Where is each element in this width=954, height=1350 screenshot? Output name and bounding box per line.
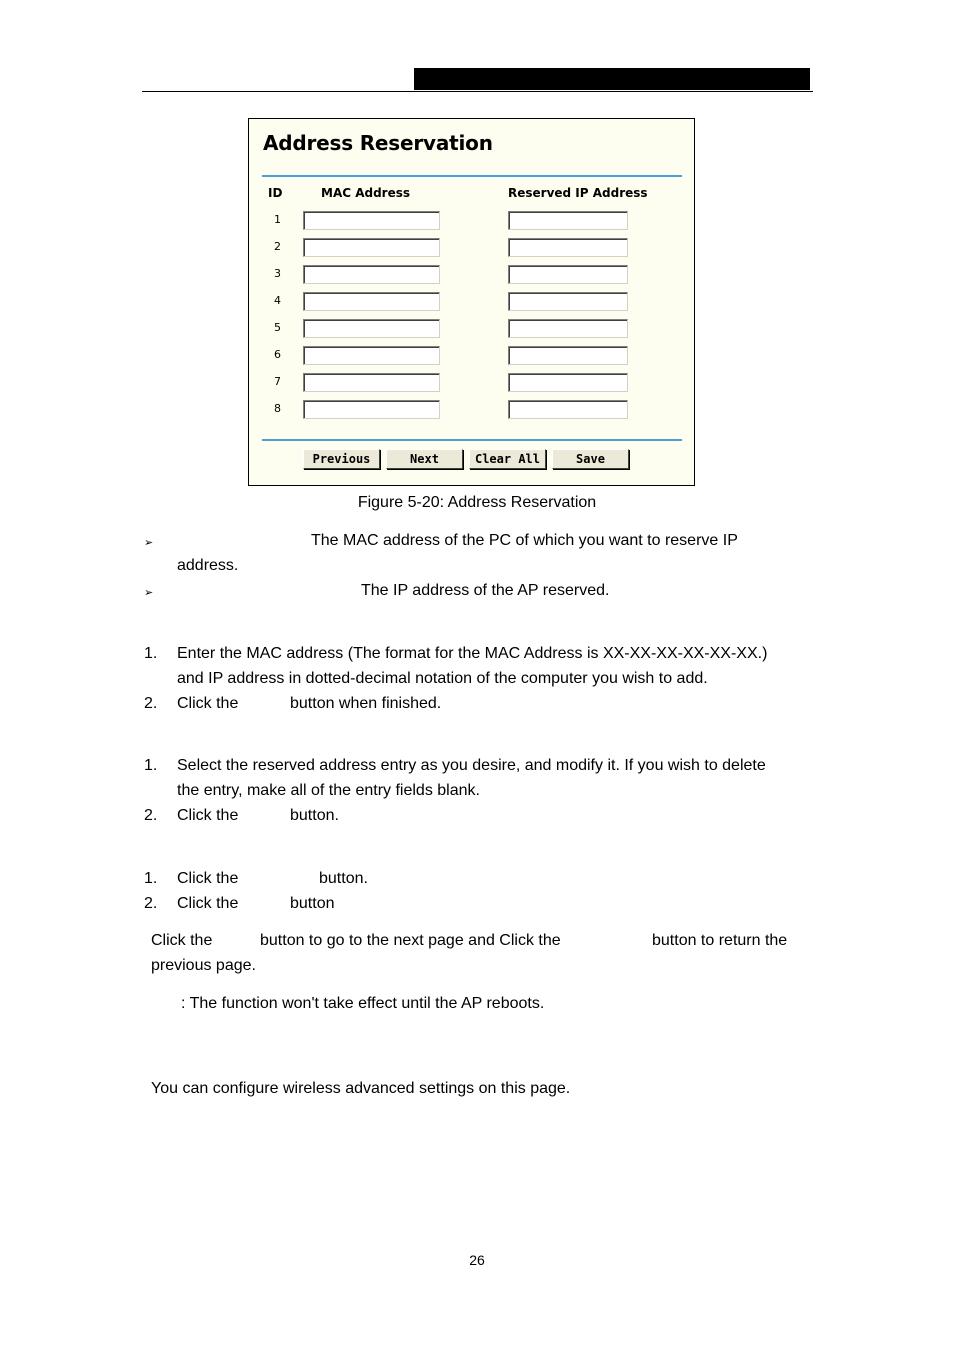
add-step-1-number: 1. (144, 645, 158, 662)
modify-step-1-line1: Select the reserved address entry as you desire, and modify it. If you wish to delete (177, 757, 766, 774)
reserved-ip-input[interactable] (508, 400, 628, 419)
bullet-mac-text: The MAC address of the PC of which you want to reserve IP (311, 532, 738, 549)
add-step-1-line1: Enter the MAC address (The format for the MAC Address is XX-XX-XX-XX-XX-XX.) (177, 645, 768, 662)
column-header-id: ID (268, 186, 283, 200)
save-button[interactable]: Save (552, 449, 629, 469)
clear-all-button[interactable]: Clear All (469, 449, 546, 469)
clear-step-2-a: Click the (177, 895, 239, 912)
modify-step-2-a: Click the (177, 807, 239, 824)
add-step-1-line2: and IP address in dotted-decimal notation of the computer you wish to add. (177, 670, 708, 687)
figure-caption: Figure 5-20: Address Reservation (357, 494, 597, 511)
row-id: 4 (274, 294, 281, 307)
clear-step-1-b: button. (319, 870, 368, 887)
modify-step-2-b: button. (290, 807, 339, 824)
note-text: : The function won't take effect until the AP reboots. (181, 995, 545, 1012)
reserved-ip-input[interactable] (508, 211, 628, 230)
clear-step-1-number: 1. (144, 870, 158, 887)
reserved-ip-input[interactable] (508, 373, 628, 392)
mac-address-input[interactable] (303, 292, 440, 311)
nav-text-a: Click the (151, 932, 213, 949)
add-step-2-a: Click the (177, 695, 239, 712)
section-intro: You can configure wireless advanced settings on this page. (151, 1080, 571, 1097)
mac-address-input[interactable] (303, 211, 440, 230)
row-id: 3 (274, 267, 281, 280)
clear-step-1-a: Click the (177, 870, 239, 887)
bullet-marker-icon: ➢ (144, 587, 154, 599)
next-button[interactable]: Next (386, 449, 463, 469)
mac-address-input[interactable] (303, 319, 440, 338)
column-header-ip: Reserved IP Address (508, 186, 648, 200)
mac-address-input[interactable] (303, 400, 440, 419)
nav-text-c: button to return the (652, 932, 788, 949)
title-divider (262, 175, 682, 177)
header-bar (414, 68, 810, 90)
reserved-ip-input[interactable] (508, 238, 628, 257)
bullet-marker-icon: ➢ (144, 537, 154, 549)
modify-step-1-number: 1. (144, 757, 158, 774)
add-step-2-number: 2. (144, 695, 158, 712)
row-id: 8 (274, 402, 281, 415)
row-id: 7 (274, 375, 281, 388)
reserved-ip-input[interactable] (508, 346, 628, 365)
nav-text-b: button to go to the next page and Click the (260, 932, 561, 949)
nav-text-d: previous page. (151, 957, 256, 974)
bullet-ip-text: The IP address of the AP reserved. (361, 582, 610, 599)
page-number: 26 (469, 1252, 485, 1268)
figure-title: Address Reservation (263, 131, 493, 155)
modify-step-1-line2: the entry, make all of the entry fields blank. (177, 782, 480, 799)
row-id: 2 (274, 240, 281, 253)
mac-address-input[interactable] (303, 346, 440, 365)
column-header-mac: MAC Address (321, 186, 411, 200)
row-id: 5 (274, 321, 281, 334)
mac-address-input[interactable] (303, 373, 440, 392)
clear-step-2-number: 2. (144, 895, 158, 912)
add-step-2-b: button when finished. (290, 695, 442, 712)
previous-button[interactable]: Previous (303, 449, 380, 469)
row-id: 1 (274, 213, 281, 226)
mac-address-input[interactable] (303, 238, 440, 257)
reserved-ip-input[interactable] (508, 292, 628, 311)
address-reservation-figure (248, 118, 695, 486)
modify-step-2-number: 2. (144, 807, 158, 824)
reserved-ip-input[interactable] (508, 319, 628, 338)
header-rule (142, 91, 813, 92)
mac-address-input[interactable] (303, 265, 440, 284)
reserved-ip-input[interactable] (508, 265, 628, 284)
clear-step-2-b: button (290, 895, 335, 912)
bullet-mac-text-cont: address. (177, 557, 239, 574)
bottom-divider (262, 439, 682, 441)
row-id: 6 (274, 348, 281, 361)
